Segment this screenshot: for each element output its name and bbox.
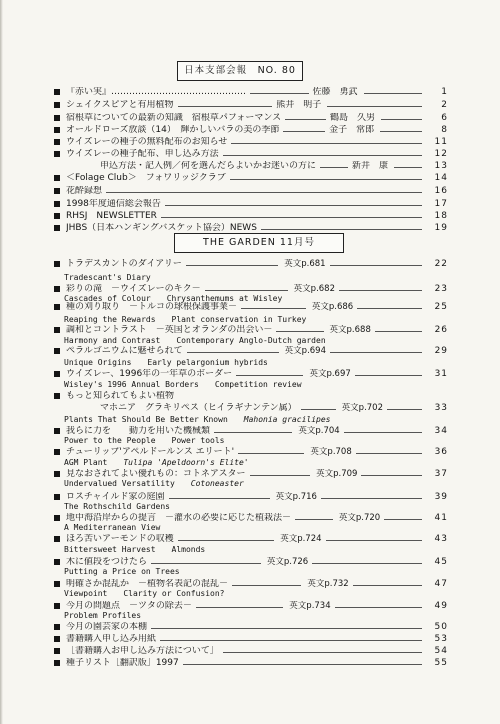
bullet-icon xyxy=(54,261,60,267)
leader-line xyxy=(357,308,422,309)
garden-header: THE GARDEN 11月号 xyxy=(174,233,344,253)
toc-item xyxy=(54,259,448,269)
english-page-ref: 英文p.694 xyxy=(284,346,326,356)
leader-line xyxy=(178,540,274,541)
leader-line xyxy=(232,585,301,586)
english-page-ref: 英文p.709 xyxy=(316,469,358,479)
page-number: 19 xyxy=(434,223,448,233)
leader-line xyxy=(106,192,422,193)
item-title: JHBS（日本ハンギングバスケット協会）NEWS xyxy=(66,223,257,233)
bullet-icon xyxy=(54,225,60,231)
leader-line xyxy=(339,290,422,291)
item-title: ウイズレー、1996年の一年草のボーダー xyxy=(66,369,233,379)
leader-line xyxy=(330,265,422,266)
toc-item xyxy=(54,513,448,523)
page-number: 55 xyxy=(434,658,448,668)
english-page-ref: 英文p.704 xyxy=(298,426,340,436)
leader-line xyxy=(151,563,261,564)
toc-item xyxy=(54,199,448,209)
english-subtitle xyxy=(64,611,424,621)
leader-line xyxy=(380,131,422,132)
leader-line xyxy=(183,664,422,665)
toc-item xyxy=(54,137,448,147)
english-subtitle xyxy=(64,479,424,489)
subtitle-text: A Mediterranean View xyxy=(64,523,161,532)
toc-item xyxy=(54,601,448,611)
page-number: 53 xyxy=(434,634,448,644)
page-number: 18 xyxy=(434,211,448,221)
page-number: 29 xyxy=(434,346,448,356)
bullet-icon xyxy=(54,559,60,565)
item-author: 金子 常郎 xyxy=(329,125,375,135)
bullet-icon xyxy=(54,393,60,399)
english-page-ref: 英文p.716 xyxy=(275,492,317,502)
toc-item xyxy=(54,186,448,196)
item-title: RHSJ NEWSLETTER xyxy=(66,211,157,221)
page-number: 39 xyxy=(434,492,448,502)
bullet-icon xyxy=(54,449,60,455)
leader-line xyxy=(320,167,348,168)
leader-line xyxy=(375,331,422,332)
bullet-icon xyxy=(54,348,60,354)
subtitle-text: Putting a Price on Trees xyxy=(64,567,180,576)
bullet-icon xyxy=(54,371,60,377)
subtitle-text: Plants That Should Be Better Known xyxy=(64,415,244,424)
bullet-icon xyxy=(54,624,60,630)
item-title: オールドローズ放談（14） 輝かしいバラの美の季節 xyxy=(66,125,280,135)
bullet-icon xyxy=(54,139,60,145)
leader-line xyxy=(301,409,336,410)
leader-line xyxy=(151,628,422,629)
toc-item xyxy=(54,622,448,632)
toc-item xyxy=(54,447,448,457)
subtitle-text: Cascades of Colour Chrysanthemums at Wisley xyxy=(64,294,283,303)
page-number: 41 xyxy=(434,513,448,523)
item-title: ほろ苦いアーモンドの収穫 xyxy=(66,534,174,544)
page-number: 54 xyxy=(434,646,448,656)
toc-item xyxy=(54,125,448,135)
subtitle-text: Problem Profiles xyxy=(64,611,142,620)
item-title: 『赤い実』……………………………………… xyxy=(66,87,247,97)
english-subtitle xyxy=(64,545,424,555)
leader-line xyxy=(285,119,326,120)
page-number: 1 xyxy=(441,87,448,97)
leader-line xyxy=(223,155,422,156)
english-subtitle xyxy=(64,458,424,468)
item-author: 佐藤 勇武 xyxy=(312,87,358,97)
english-page-ref: 英文p.681 xyxy=(284,259,326,269)
bullet-icon xyxy=(54,428,60,434)
page-number: 50 xyxy=(434,622,448,632)
page-number: 26 xyxy=(434,325,448,335)
leader-line xyxy=(283,131,325,132)
english-page-ref: 英文p.697 xyxy=(309,369,351,379)
item-title: 地中海沿岸からの提言 －灌水の必要に応じた植栽法－ xyxy=(66,513,292,523)
english-page-ref: 英文p.682 xyxy=(293,284,335,294)
item-title: チューリップ'アペルドールンス エリート' xyxy=(66,447,235,457)
toc-item xyxy=(54,346,448,356)
toc-item xyxy=(54,113,448,123)
item-title: ウイズレーの種子の無料配布のお知らせ xyxy=(66,137,228,147)
page-number: 12 xyxy=(434,149,448,159)
item-author: 新井 康 xyxy=(352,161,389,171)
toc-item xyxy=(54,579,448,589)
page-number: 47 xyxy=(434,579,448,589)
bullet-icon xyxy=(54,660,60,666)
toc-item xyxy=(54,391,448,401)
english-subtitle xyxy=(64,589,424,599)
bullet-icon xyxy=(54,151,60,157)
leader-line xyxy=(214,432,292,433)
subtitle-text: Bittersweet Harvest Almonds xyxy=(64,545,206,554)
leader-line xyxy=(231,143,422,144)
leader-line xyxy=(165,205,422,206)
item-title: 木に値段をつけたら xyxy=(66,557,148,567)
toc-item xyxy=(54,634,448,644)
bullet-icon xyxy=(54,648,60,654)
subtitle-text: Undervalued Versatility xyxy=(64,479,191,488)
page-number: 49 xyxy=(434,601,448,611)
bullet-icon xyxy=(54,581,60,587)
item-title: ペラルゴニウムに魅せられて xyxy=(66,346,183,356)
leader-line xyxy=(321,498,422,499)
english-subtitle xyxy=(64,380,424,390)
item-title: 書籍購入申し込み用紙 xyxy=(66,634,157,644)
bullet-icon xyxy=(54,127,60,133)
toc-item xyxy=(54,492,448,502)
english-subtitle xyxy=(64,273,424,283)
subtitle-text: Viewpoint Clarity or Confusion? xyxy=(64,589,225,598)
leader-line xyxy=(361,475,422,476)
subtitle-text: AGM Plant xyxy=(64,458,124,467)
page-number: 23 xyxy=(434,284,448,294)
item-title: もっと知られてもよい植物 xyxy=(66,391,175,401)
english-page-ref: 英文p.688 xyxy=(329,325,371,335)
toc-item xyxy=(54,557,448,567)
page-number: 17 xyxy=(434,199,448,209)
leader-line xyxy=(250,93,308,94)
english-subtitle xyxy=(64,567,424,577)
leader-line xyxy=(178,106,273,107)
leader-line xyxy=(353,585,422,586)
subtitle-italic: Mahonia gracilipes xyxy=(243,415,331,424)
leader-line xyxy=(230,179,422,180)
toc-item xyxy=(54,469,448,479)
bullet-icon xyxy=(54,515,60,521)
item-title: ＜Folage Club＞ フォワリッジクラブ xyxy=(66,173,226,183)
bullet-icon xyxy=(54,213,60,219)
item-title: 我らに力を 動力を用いた機械類 xyxy=(66,426,211,436)
item-title: トラデスカントのダイアリー xyxy=(66,259,182,269)
subtitle-italic: Tulipa 'Apeldoorn's Elite' xyxy=(123,458,249,467)
item-title: ［書籍購入お申し込み方法について］ xyxy=(66,646,219,656)
english-page-ref: 英文p.732 xyxy=(307,579,349,589)
item-title: 種子リスト［翻訳版］1997 xyxy=(66,658,179,668)
item-title: 見なおされてよい優れもの：コトネアスター xyxy=(66,469,246,479)
toc-item xyxy=(54,302,448,312)
subtitle-text: Unique Origins Early pelargonium hybrids xyxy=(64,358,268,367)
toc-item xyxy=(54,173,448,183)
english-page-ref: 英文p.724 xyxy=(280,534,322,544)
page-number: 34 xyxy=(434,426,448,436)
page-number: 11 xyxy=(434,137,448,147)
leader-line xyxy=(223,652,422,653)
toc-item xyxy=(54,100,448,110)
toc-item xyxy=(54,87,448,97)
bullet-icon xyxy=(54,115,60,121)
leader-line xyxy=(276,331,323,332)
bullet-icon xyxy=(54,636,60,642)
leader-line xyxy=(187,352,279,353)
toc-item xyxy=(54,211,448,221)
leader-line xyxy=(335,607,422,608)
leader-line xyxy=(381,119,422,120)
leader-line xyxy=(326,540,422,541)
english-subtitle xyxy=(64,315,424,325)
toc-item xyxy=(54,369,448,379)
page-number: 33 xyxy=(434,403,448,413)
page-number: 31 xyxy=(434,369,448,379)
english-subtitle xyxy=(64,336,424,346)
item-author: 鶴島 久男 xyxy=(330,113,376,123)
subtitle-italic: Cotoneaster xyxy=(190,479,244,488)
english-subtitle xyxy=(64,415,424,425)
leader-line xyxy=(295,519,333,520)
leader-line xyxy=(186,265,278,266)
toc-item xyxy=(54,325,448,335)
leader-line xyxy=(387,409,422,410)
bullet-icon xyxy=(54,471,60,477)
bullet-icon xyxy=(54,327,60,333)
page-number: 45 xyxy=(434,557,448,567)
leader-line xyxy=(364,93,422,94)
leader-line xyxy=(241,308,306,309)
bullet-icon xyxy=(54,201,60,207)
bullet-icon xyxy=(54,286,60,292)
leader-line xyxy=(330,352,422,353)
bulletin-header: 日本支部会報 NO. 80 xyxy=(177,61,303,81)
leader-line xyxy=(356,453,422,454)
item-title: シェイクスピアと有用植物 xyxy=(66,100,174,110)
page-number: 6 xyxy=(441,113,448,123)
toc-item xyxy=(100,403,448,413)
page-number: 8 xyxy=(441,125,448,135)
item-title: 明確さか混乱か －植物名表記の混乱－ xyxy=(66,579,229,589)
subtitle-text: Reaping the Rewards Plant conservation in Turkey xyxy=(64,315,307,324)
item-title: 宿根草についての最新の知識 宿根草パフォーマンス xyxy=(66,113,282,123)
leader-line xyxy=(261,229,422,230)
leader-line xyxy=(205,290,288,291)
subtitle-text: Wisley's 1996 Annual Borders Competition review xyxy=(64,380,302,389)
item-title: ロスチャイルド家の庭園 xyxy=(66,492,165,502)
item-title: 種の刈り取り －トルコの球根保護事業－ xyxy=(66,302,238,312)
bullet-icon xyxy=(54,188,60,194)
english-page-ref: 英文p.702 xyxy=(341,403,383,413)
leader-line xyxy=(169,498,270,499)
subtitle-text: Power to the People Power tools xyxy=(64,436,225,445)
english-page-ref: 英文p.726 xyxy=(266,557,309,567)
page-number: 13 xyxy=(434,161,448,171)
leader-line xyxy=(160,640,422,641)
leader-line xyxy=(384,519,422,520)
toc-item xyxy=(54,284,448,294)
english-subtitle xyxy=(64,502,424,512)
bullet-icon xyxy=(54,494,60,500)
toc-item xyxy=(54,658,448,668)
bullet-icon xyxy=(54,536,60,542)
bullet-icon xyxy=(54,304,60,310)
toc-item xyxy=(54,646,448,656)
item-title: 申込方法・記入例／何を選んだらよいかお迷いの方に xyxy=(100,161,317,171)
leader-line xyxy=(161,217,422,218)
leader-line xyxy=(312,563,422,564)
english-page-ref: 英文p.720 xyxy=(338,513,381,523)
bullet-icon xyxy=(54,89,60,95)
leader-line xyxy=(196,607,283,608)
item-title: 花酔録想 xyxy=(66,186,103,196)
leader-line xyxy=(394,167,422,168)
english-subtitle xyxy=(64,436,424,446)
leader-line xyxy=(355,375,422,376)
page-number: 36 xyxy=(434,447,448,457)
toc-item xyxy=(54,426,448,436)
bullet-icon xyxy=(54,175,60,181)
subtitle-text: Tradescant's Diary xyxy=(64,273,151,282)
item-title: 1998年度通信総会報告 xyxy=(66,199,161,209)
item-title: 調和とコントラスト －英国とオランダの出会い－ xyxy=(66,325,273,335)
english-page-ref: 英文p.708 xyxy=(310,447,352,457)
page-number: 16 xyxy=(434,186,448,196)
page-number: 37 xyxy=(434,469,448,479)
page-number: 2 xyxy=(441,100,448,110)
toc-item xyxy=(54,149,448,159)
page-number: 14 xyxy=(434,173,448,183)
item-title: ウイズレーの種子配布、申し込み方法 xyxy=(66,149,219,159)
item-title: 彩りの滝 －ウイズレーのキク－ xyxy=(66,284,201,294)
english-subtitle xyxy=(64,358,424,368)
item-title: 今月の園芸家の本棚 xyxy=(66,622,148,632)
subtitle-text: The Rothschild Gardens xyxy=(64,502,170,511)
item-title: マホニア グラキリペス（ヒイラギナンテン属） xyxy=(100,403,297,413)
page-number: 43 xyxy=(434,534,448,544)
leader-line xyxy=(238,453,304,454)
page-number: 25 xyxy=(434,302,448,312)
bullet-icon xyxy=(54,102,60,108)
english-page-ref: 英文p.734 xyxy=(289,601,331,611)
toc-item xyxy=(54,534,448,544)
item-title: 今月の問題点 －ツタの除去－ xyxy=(66,601,192,611)
toc-item xyxy=(100,161,448,171)
bullet-icon xyxy=(54,603,60,609)
item-author: 熊井 明子 xyxy=(276,100,322,110)
toc-item xyxy=(54,223,448,233)
leader-line xyxy=(344,432,422,433)
page-number: 22 xyxy=(434,259,448,269)
english-page-ref: 英文p.686 xyxy=(311,302,354,312)
leader-line xyxy=(236,375,303,376)
subtitle-text: Harmony and Contrast Contemporary Anglo-Dutch garden xyxy=(64,336,326,345)
leader-line xyxy=(250,475,311,476)
leader-line xyxy=(327,106,422,107)
english-subtitle xyxy=(64,523,424,533)
